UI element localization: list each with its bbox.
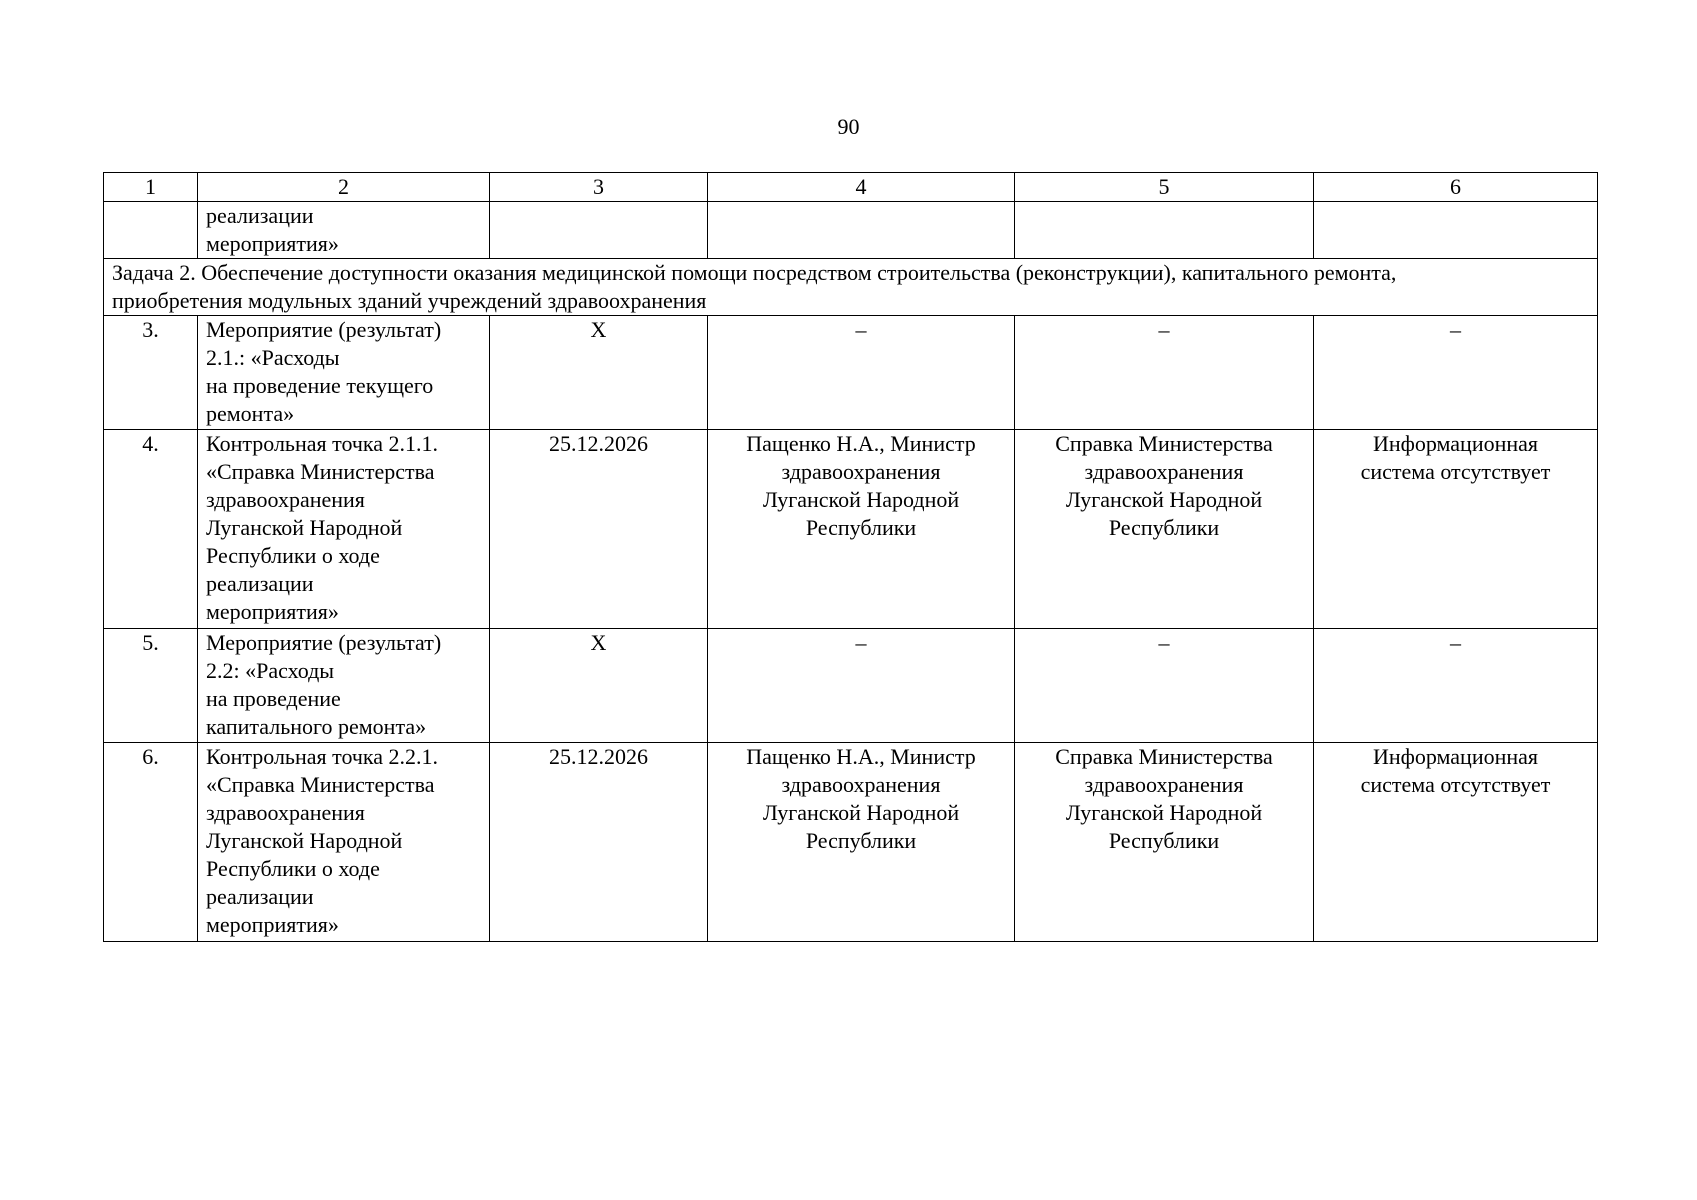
- row-responsible-cell: [708, 316, 1015, 430]
- column-number-4: 4: [708, 173, 1015, 202]
- cell-text: Мероприятие (результат): [206, 317, 442, 342]
- cell-text: Республики: [805, 515, 917, 540]
- cell-text: Справка Министерства: [1055, 744, 1273, 769]
- cell-text: Республики о ходе: [206, 856, 380, 881]
- table-row: [104, 316, 1598, 430]
- table-row: [104, 743, 1598, 942]
- table-row: [104, 430, 1598, 629]
- cell-text: здравоохранения: [206, 487, 365, 512]
- row-system-cell: [1314, 743, 1598, 942]
- row-document-cell: [1015, 316, 1314, 430]
- column-number-6: 6: [1314, 173, 1598, 202]
- cell-text: Республики: [1108, 515, 1220, 540]
- table-row: [104, 629, 1598, 743]
- cell-text: 2.1.: «Расходы: [206, 345, 340, 370]
- table-cell: [708, 202, 1015, 259]
- cell-text: Пащенко Н.А., Министр: [746, 744, 976, 769]
- page-number: 90: [837, 114, 860, 139]
- table-cell: [1015, 202, 1314, 259]
- cell-text: Луганской Народной: [206, 828, 403, 853]
- row-system-cell: [1314, 316, 1598, 430]
- cell-text: система отсутствует: [1360, 772, 1551, 797]
- row-date-cell: 25.12.2026: [490, 430, 708, 629]
- row-date-cell: Х: [490, 629, 708, 743]
- plan-table: [103, 172, 1598, 942]
- cell-text: здравоохранения: [1084, 772, 1244, 797]
- row-date-cell: 25.12.2026: [490, 743, 708, 942]
- row-number: 5.: [104, 629, 198, 743]
- cell-text: Контрольная точка 2.1.1.: [206, 431, 439, 456]
- row-name-cell: [198, 430, 490, 629]
- table-cell: [1314, 202, 1598, 259]
- row-document-cell: [1015, 629, 1314, 743]
- cell-text: здравоохранения: [781, 459, 941, 484]
- cell-text: мероприятия»: [206, 912, 339, 937]
- cell-text: –: [1450, 630, 1461, 655]
- task-text: Задача 2. Обеспечение доступности оказания медицинской помощи посредством строительства (реконструкции), капитального ремонта,: [112, 260, 1397, 285]
- cell-text: –: [1158, 317, 1170, 342]
- cell-text: система отсутствует: [1360, 459, 1551, 484]
- table-cell: [490, 202, 708, 259]
- cell-text: реализации: [206, 884, 314, 909]
- cell-text: ремонта»: [206, 401, 295, 426]
- row-name-cell: [198, 316, 490, 430]
- row-document-cell: [1015, 430, 1314, 629]
- cell-text: реализации: [206, 571, 314, 596]
- cell-text: Пащенко Н.А., Министр: [746, 431, 976, 456]
- task-row: [104, 259, 1598, 316]
- cell-text: Информационная: [1372, 744, 1539, 769]
- cell-text: здравоохранения: [1084, 459, 1244, 484]
- table-cell: [104, 202, 198, 259]
- row-responsible-cell: [708, 629, 1015, 743]
- cell-text: Луганской Народной: [1065, 487, 1263, 512]
- row-date-cell: Х: [490, 316, 708, 430]
- table-cell: [198, 202, 490, 259]
- table-header-row: [104, 173, 1598, 202]
- cell-text: –: [855, 630, 867, 655]
- task-text: приобретения модульных зданий учреждений здравоохранения: [112, 288, 707, 313]
- cell-text: «Справка Министерства: [206, 772, 435, 797]
- cell-text: Справка Министерства: [1055, 431, 1273, 456]
- cell-text: на проведение: [206, 686, 341, 711]
- cell-text: мероприятия»: [206, 231, 339, 256]
- column-number-3: 3: [490, 173, 708, 202]
- row-document-cell: [1015, 743, 1314, 942]
- row-name-cell: [198, 743, 490, 942]
- cell-text: Луганской Народной: [206, 515, 403, 540]
- cell-text: –: [1158, 630, 1170, 655]
- cell-text: на проведение текущего: [206, 373, 434, 398]
- cell-text: Контрольная точка 2.2.1.: [206, 744, 439, 769]
- column-number-1: 1: [104, 173, 198, 202]
- cell-text: Республики: [1108, 828, 1220, 853]
- row-number: 4.: [104, 430, 198, 629]
- row-name-cell: [198, 629, 490, 743]
- column-number-2: 2: [198, 173, 490, 202]
- task-heading: [104, 259, 1598, 316]
- cell-text: «Справка Министерства: [206, 459, 435, 484]
- cell-text: мероприятия»: [206, 599, 339, 624]
- cell-text: Луганской Народной: [1065, 800, 1263, 825]
- cell-text: –: [1450, 317, 1461, 342]
- cell-text: Луганской Народной: [762, 800, 960, 825]
- continuation-row: [104, 202, 1598, 259]
- cell-text: здравоохранения: [781, 772, 941, 797]
- cell-text: Мероприятие (результат): [206, 630, 442, 655]
- cell-text: 2.2: «Расходы: [206, 658, 335, 683]
- row-responsible-cell: [708, 430, 1015, 629]
- cell-text: капитального ремонта»: [206, 714, 427, 739]
- cell-text: здравоохранения: [206, 800, 365, 825]
- row-number: 3.: [104, 316, 198, 430]
- cell-text: Республики: [805, 828, 917, 853]
- cell-text: Информационная: [1372, 431, 1539, 456]
- cell-text: реализации: [206, 203, 314, 228]
- row-responsible-cell: [708, 743, 1015, 942]
- row-system-cell: [1314, 629, 1598, 743]
- column-number-5: 5: [1015, 173, 1314, 202]
- cell-text: Луганской Народной: [762, 487, 960, 512]
- row-number: 6.: [104, 743, 198, 942]
- row-system-cell: [1314, 430, 1598, 629]
- cell-text: –: [855, 317, 867, 342]
- cell-text: Республики о ходе: [206, 543, 380, 568]
